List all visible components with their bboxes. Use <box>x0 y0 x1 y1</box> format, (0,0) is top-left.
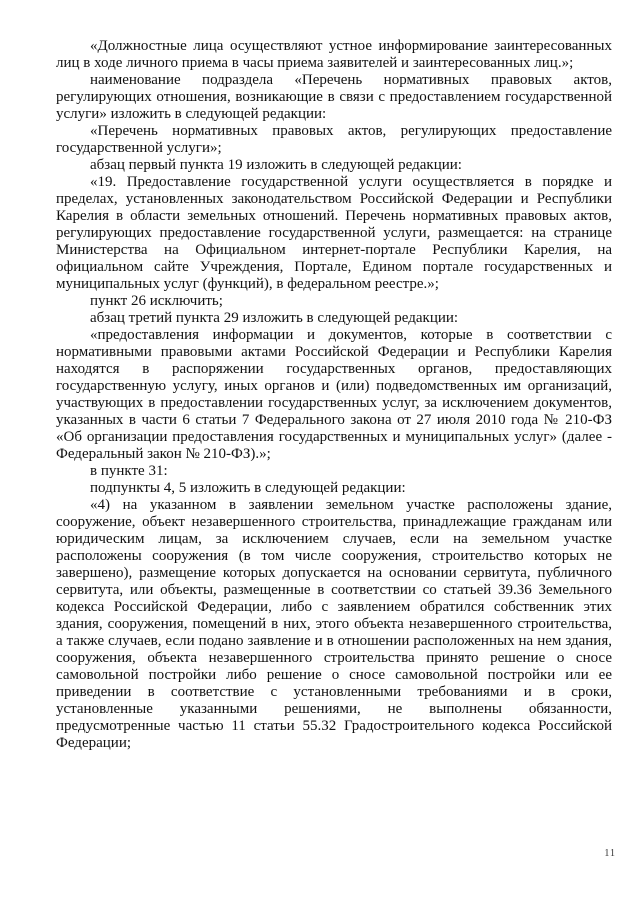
paragraph: «Должностные лица осуществляют устное информирование заинтересованных лиц в ходе личного приема в часы приема заявителей и заинтересованных лиц.»; <box>56 38 612 71</box>
page-number: 11 <box>604 848 616 859</box>
paragraph: подпункты 4, 5 изложить в следующей редакции: <box>90 480 406 496</box>
paragraph: «Перечень нормативных правовых актов, регулирующих предоставление государственной услуги»; <box>56 123 612 156</box>
paragraph: пункт 26 исключить; <box>90 293 223 309</box>
paragraph: наименование подраздела «Перечень нормативных правовых актов, регулирующих отношения, возникающие в связи с предоставлением государственной услуги» изложить в следующей редакции: <box>56 72 612 122</box>
paragraph: «4) на указанном в заявлении земельном участке расположены здание, сооружение, объект незавершенного строительства, принадлежащие гражданам или юридическим лицам, за исключением случаев, если на земельном участке расположены сооружения (в том числе сооружения, строительство которых не завершено), размещение которых допускается на основании сервитута, публичного сервитута, или объекты, размещенные в соответствии со статьей 39.36 Земельного кодекса Российской Федерации, либо с заявлением обратился собственник этих здания, сооружения, помещений в них, этого объекта незавершенного строительства, а также случаев, если подано заявление и в отношении расположенных на нем здания, сооружения, объекта незавершенного строительства принято решение о сносе самовольной постройки либо решение о сносе самовольной постройки или ее приведении в соответствие с установленными требованиями и в сроки, установленные указанными решениями, не выполнены обязанности, предусмотренные частью 11 статьи 55.32 Градостроительного кодекса Российской Федерации; <box>56 497 612 751</box>
document-page <box>56 38 612 752</box>
paragraph: «19. Предоставление государственной услуги осуществляется в порядке и пределах, установленных законодательством Российской Федерации и Республики Карелия в области земельных отношений. Перечень нормативных правовых актов, регулирующих предоставление государственной услуги, размещается: на странице Министерства на Официальном интернет-портале Республики Карелия, на официальном сайте Учреждения, Портале, Едином портале государственных и муниципальных услуг (функций), в федеральном реестре.»; <box>56 174 612 292</box>
paragraph: «предоставления информации и документов, которые в соответствии с нормативными правовыми актами Российской Федерации и Республики Карелия находятся в распоряжении государственных органов, предоставляющих государственную услугу, иных органов и (или) подведомственных им организаций, участвующих в предоставлении государственных услуг, за исключением документов, указанных в части 6 статьи 7 Федерального закона от 27 июля 2010 года № 210-ФЗ «Об организации предоставления государственных и муниципальных услуг» (далее - Федеральный закон № 210-ФЗ).»; <box>56 327 612 462</box>
paragraph: абзац третий пункта 29 изложить в следующей редакции: <box>90 310 459 326</box>
paragraph: в пункте 31: <box>90 463 168 479</box>
paragraph: абзац первый пункта 19 изложить в следующей редакции: <box>90 157 462 173</box>
